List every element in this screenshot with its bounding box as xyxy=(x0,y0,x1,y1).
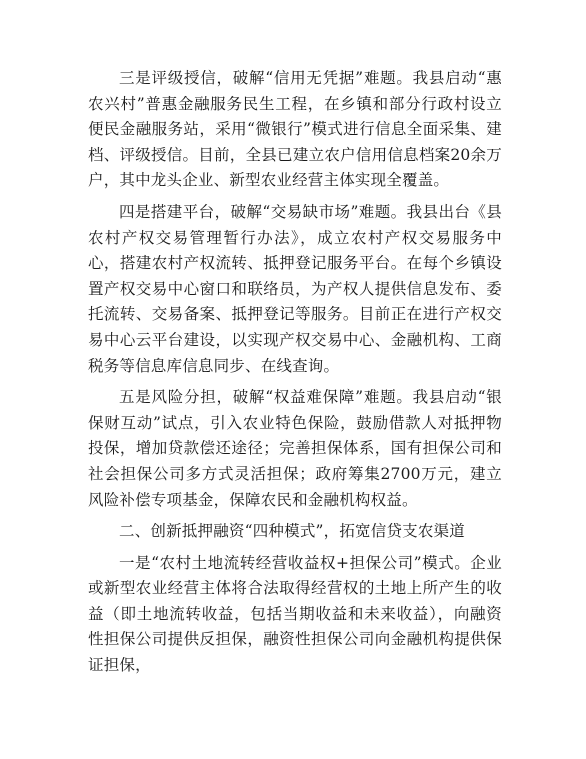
paragraph-rating-credit: 三是评级授信，破解“信用无凭据”难题。我县启动“惠农兴村”普惠金融服务民生工程，在乡镇和部分行政村设立便民金融服务站，采用“微银行”模式进行信息全面采集、建档、评级授信。目前，全县已建立农户信用信息档案20余万户，其中龙头企业、新型农业经营主体实现全覆盖。 xyxy=(88,69,502,190)
paragraph-trading-platform: 四是搭建平台，破解“交易缺市场”难题。我县出台《县农村产权交易管理暂行办法》，成立农村产权交易服务中心，搭建农村产权流转、抵押登记服务平台。在每个乡镇设置产权交易中心窗口和联络员，为产权人提供信息发布、委托流转、交易备案、抵押登记等服务。目前正在进行产权交易中心云平台建设，以实现产权交易中心、金融机构、工商税务等信息库信息同步、在线查询。 xyxy=(88,202,502,375)
document-body xyxy=(88,66,502,679)
paragraph-risk-sharing: 五是风险分担，破解“权益难保障”难题。我县启动“银保财互动”试点，引入农业特色保险，鼓励借款人对抵押物投保，增加贷款偿还途径；完善担保体系，国有担保公司和社会担保公司多方式灵活担保；政府筹集2700万元，建立风险补偿专项基金，保障农民和金融机构权益。 xyxy=(88,388,502,509)
paragraph-land-transfer-model: 一是“农村土地流转经营收益权+担保公司”模式。企业或新型农业经营主体将合法取得经营权的土地上所产生的收益（即土地流转收益，包括当期收益和未来收益），向融资性担保公司提供反担保，融资性担保公司向金融机构提供保证担保， xyxy=(88,553,502,675)
section-heading: 二、创新抵押融资“四种模式”，拓宽信贷支农渠道 xyxy=(119,522,465,541)
